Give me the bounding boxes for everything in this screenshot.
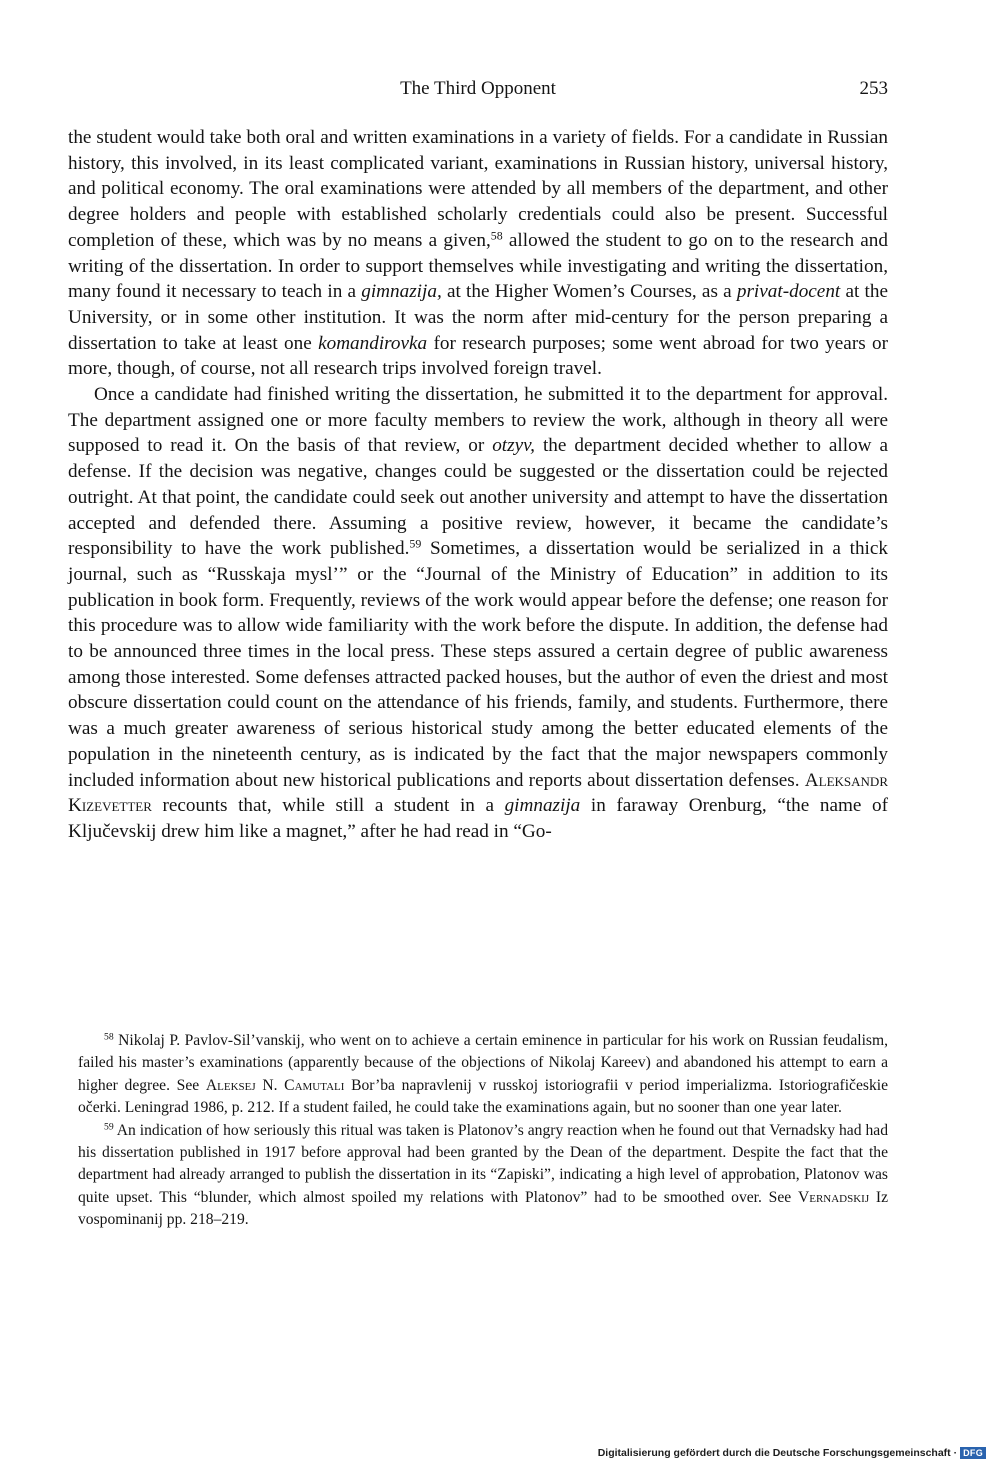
author-name-vernadskij: Vernadskij xyxy=(797,1188,870,1206)
main-text xyxy=(68,125,888,845)
funding-notice xyxy=(598,1446,986,1460)
paragraph-2: Once a candidate had finished writing the dissertation, he submitted it to the department for approval. The department assigned one or more faculty members to review the work, although in theory all were supposed to read it. On the basis of that review, or otzyv, the department decided whether to allow a defense. If the decision was negative, changes could be suggested or the dissertation could be rejected outright. At that point, the candidate could seek out another university and attempt to have the dissertation accepted and defended there. Assuming a positive review, however, it became the candidate’s responsibility to have the work published.$^{59}$ Sometimes, a dissertation would be serialized in a thick journal, such as “Russkaja mysl’” or the “Journal of the Ministry of Education” in addition to its publication in book form. Frequently, reviews of the work would appear before the defense; one reason for this procedure was to allow wide familiarity with the work before the dispute. In addition, the defense had to be announced three times in the local press. These steps assured a certain degree of public awareness among those interested. Some defenses attracted packed houses, but the author of even the driest and most obscure dissertation could count on the attendance of his friends, family, and students. Furthermore, there was a much greater awareness of serious historical study among the better educated elements of the population in the nineteenth century, as is indicated by the fact that the major newspapers commonly included information about new historical publications and reports about dissertation defenses. Aleksandr Kizevetter recounts that, while still a student in a gimnazija in faraway Orenburg, “the name of Ključevskij drew him like a magnet,” after he had read in “Go- xyxy=(68,384,889,842)
author-name-kizevetter: Aleksandr Kizevetter xyxy=(68,769,888,817)
footnotes xyxy=(78,1030,888,1232)
footnote-59: $^{59}$ An indication of how seriously this ritual was taken is Platonov’s angry reaction when he found out that Vernadsky had had his dissertation published in 1917 before approval had been granted by the Dean of the department. Despite the fact that the department had already arranged to publish the dissertation in its “Zapiski”, indicating a high level of approbation, Platonov was quite upset. This “blunder, which almost spoiled my relations with Platonov” had to be smoothed over. See Vernadskij Iz vospominanij pp. 218–219. xyxy=(78,1121,889,1229)
dfg-logo: DFG xyxy=(960,1447,986,1459)
running-title: The Third Opponent xyxy=(400,78,556,99)
running-header xyxy=(68,76,888,106)
footnote-58: $^{58}$ Nikolaj P. Pavlov-Sil’vanskij, who went on to achieve a certain eminence in particular for his work on Russian feudalism, failed his master’s examinations (apparently because of the objections of Nikolaj Kareev) and abandoned his attempt to earn a higher degree. See Aleksej N. Camutali Bor’ba napravlenij v russkoj istoriografii v period imperializma. Istoriografičeskie očerki. Leningrad 1986, p. 212. If a student failed, he could take the examinations again, but no sooner than one year later. xyxy=(78,1031,888,1117)
footnote-ref-59: 59 xyxy=(409,536,422,551)
funding-text: Digitalisierung gefördert durch die Deutsche Forschungsgemeinschaft · xyxy=(597,1447,958,1459)
paragraph-1: the student would take both oral and written examinations in a variety of fields. For a candidate in Russian history, this involved, in its least complicated variant, examinations in Russian history, universal history, and political economy. The oral examinations were attended by all members of the department, and other degree holders and people with established scholarly credentials could also be present. Successful completion of these, which was by no means a given,$^{58}$ allowed the student to go on to the research and writing of the dissertation. In order to support themselves while investigating and writing the dissertation, many found it necessary to teach in a gimnazija, at the Higher Women’s Courses, as a privat-docent at the University, or in some other institution. It was the norm after mid-century for the person preparing a dissertation to take at least one komandirovka for research purposes; some went abroad for two years or more, though, of course, not all research trips involved foreign travel. xyxy=(68,127,888,380)
page-number: 253 xyxy=(859,78,888,99)
footnote-ref-58: 58 xyxy=(490,228,503,243)
author-name-camutali: Aleksej N. Camutali xyxy=(205,1076,345,1094)
